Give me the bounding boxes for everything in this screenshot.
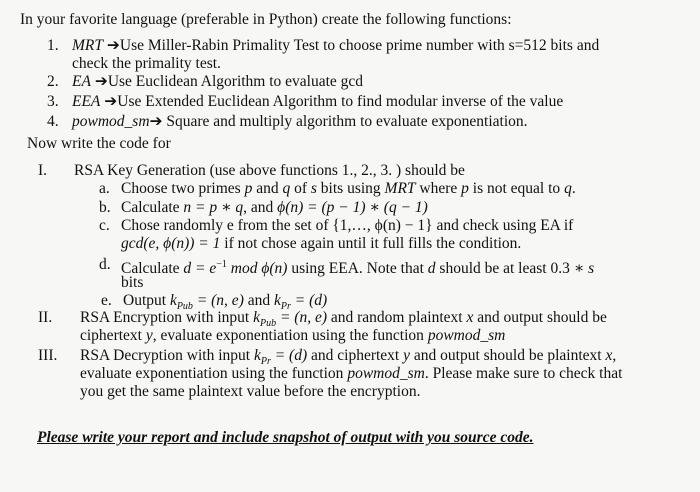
item-3-desc: Use Extended Euclidean Algorithm to find modular inverse of the value [117, 93, 564, 110]
item-1-continuation: check the primality test. [72, 55, 221, 72]
sec2-t2: and random plaintext [327, 309, 467, 326]
section-II-number: II. [38, 309, 53, 326]
eea-name: EEA [72, 93, 101, 110]
math-pr: = (d) [290, 292, 328, 309]
math-d: d = e [183, 260, 217, 278]
step-c-text: Chose randomly e from the set of {1,…, ϕ(n) − 1} and check using EA if [121, 217, 574, 234]
step-d-t2: using EEA. Note that [287, 260, 428, 278]
step-a-t4: bits using [316, 180, 385, 197]
step-a-t3: of [290, 180, 311, 197]
section-III-line2 [80, 365, 622, 383]
arrow-icon: ➔ [94, 73, 108, 90]
section-II-line2 [80, 327, 505, 345]
footer-note: Please write your report and include snapshot of output with you source code. [37, 429, 534, 446]
sec2-t1: RSA Encryption with input [80, 309, 254, 326]
step-a-t6: is not equal to [468, 180, 565, 197]
powmod-ref: powmod_sm [427, 327, 506, 344]
item-1-desc: Use Miller-Rabin Primality Test to choose prime number with s=512 bits and [119, 37, 600, 54]
powmod-name: powmod_sm [72, 113, 150, 130]
step-a-t7: . [571, 180, 576, 197]
step-a-label: a. [99, 180, 110, 197]
step-d-text [121, 256, 594, 278]
sub-pub: Pub [176, 301, 193, 313]
mrt-ref: MRT [384, 180, 416, 197]
sec2-t5: , evaluate exponentiation using the function [152, 327, 428, 344]
section-I-number: I. [38, 162, 48, 179]
item-2-desc: Use Euclidean Algorithm to evaluate gcd [107, 73, 364, 90]
var-p: p [461, 180, 469, 197]
var-k: k [169, 292, 177, 309]
arrow-icon: ➔ [149, 113, 163, 130]
var-q: q [564, 180, 572, 197]
step-e-t2: and [243, 292, 274, 309]
step-d-label: d. [99, 256, 111, 273]
sec2-t4: ciphertext [80, 327, 146, 344]
sec3-t4: , [612, 347, 617, 364]
step-b-label: b. [99, 199, 111, 216]
var-x: x [605, 347, 613, 364]
section-I-title: RSA Key Generation (use above functions 1., 2., 3. ) should be [74, 162, 465, 179]
math-gcd: gcd(e, ϕ(n)) = 1 [121, 235, 221, 252]
sec3-t2: and ciphertext [307, 347, 404, 364]
var-k: k [274, 292, 281, 309]
math-pr: = (d) [270, 347, 308, 364]
math-phi: ϕ(n) = (p − 1) ∗ (q − 1) [277, 199, 428, 216]
step-c-t2: if not chose again until it full fills the condition. [220, 235, 522, 252]
powmod-ref: powmod_sm [347, 365, 425, 382]
step-a-t5: where [415, 180, 462, 197]
step-a-t2: and [252, 180, 283, 197]
step-d-continuation: bits [121, 274, 144, 291]
section-III-number: III. [38, 347, 58, 364]
math-s: ∗ s [573, 260, 595, 278]
item-1-number: 1. [47, 37, 59, 54]
step-a-text [121, 180, 576, 198]
sec3-l2b: . Please make sure to check that [424, 365, 623, 382]
var-s: s [310, 180, 317, 197]
var-k: k [253, 309, 260, 326]
intro-text: In your favorite language (preferable in Python) create the following functions: [20, 11, 512, 28]
step-d-t1: Calculate [121, 260, 184, 278]
sub-pub: Pub [259, 318, 277, 330]
sec2-t3: and output should be [473, 309, 607, 326]
item-3-number: 3. [47, 93, 59, 110]
step-d-t3: should be at least 0.3 [435, 260, 574, 278]
item-4-text [72, 113, 528, 131]
step-b-t1: Calculate [121, 199, 184, 216]
sec3-t1: RSA Decryption with input [80, 347, 254, 364]
ea-name: EA [72, 73, 91, 90]
arrow-icon: ➔ [106, 37, 120, 54]
mrt-name: MRT [72, 37, 103, 54]
var-y: y [403, 347, 411, 364]
item-3-text [72, 93, 563, 111]
step-c-label: c. [99, 217, 110, 234]
var-q: q [282, 180, 291, 197]
step-e-label: e. [101, 292, 112, 309]
item-4-number: 4. [47, 113, 59, 130]
var-d: d [427, 260, 436, 278]
var-k: k [253, 347, 261, 364]
math-pub: = (n, e) [276, 309, 328, 326]
step-e-t1: Output [123, 292, 170, 309]
now-write-heading: Now write the code for [27, 135, 171, 152]
sec3-t3: and output should be plaintext [410, 347, 606, 364]
arrow-icon: ➔ [104, 93, 118, 110]
var-y: y [145, 327, 153, 344]
sec3-l2a: evaluate exponentiation using the function [80, 365, 348, 382]
sub-pr: Pr [260, 356, 271, 368]
section-III-line3: you get the same plaintext value before the encryption. [80, 383, 421, 400]
step-b-text [121, 199, 428, 217]
item-2-text [72, 73, 363, 91]
exponent: −1 [216, 259, 227, 270]
math-n: n = p ∗ q [183, 199, 244, 216]
sub-pr: Pr [280, 301, 291, 313]
step-a-t1: Choose two primes [121, 180, 245, 197]
var-p: p [244, 180, 253, 197]
var-x: x [466, 309, 474, 326]
math-mod: mod ϕ(n) [226, 260, 288, 278]
math-pub: = (n, e) [192, 292, 244, 309]
step-c-continuation [121, 235, 521, 253]
item-1-text [72, 37, 599, 55]
item-4-desc: Square and multiply algorithm to evaluate exponentiation. [162, 113, 528, 130]
item-2-number: 2. [47, 73, 59, 90]
step-b-t2: , and [243, 199, 278, 216]
